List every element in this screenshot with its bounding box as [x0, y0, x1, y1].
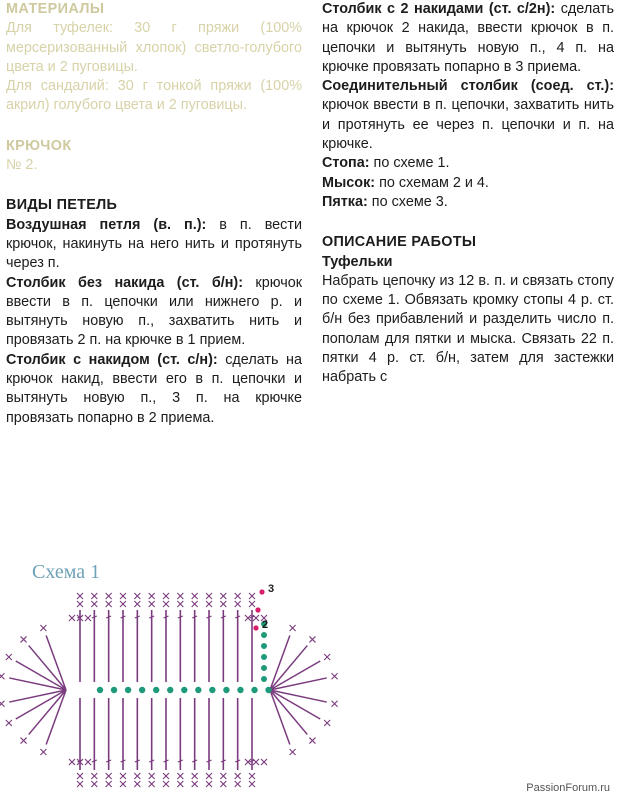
chain-stitch-dot: [223, 687, 229, 693]
stitch-definition: [322, 154, 614, 173]
chain-stitch-dot: [97, 687, 103, 693]
chain-stitch-dot: [251, 687, 257, 693]
stitch-term: Столбик с накидом (ст. с/н):: [6, 351, 218, 368]
stitch-term: Стопа:: [322, 155, 370, 172]
stitch-text: по схеме 1.: [369, 155, 450, 172]
start-marker: [253, 625, 258, 630]
fan-stitch-symbol: [46, 690, 66, 745]
left-column: [6, 0, 302, 428]
stitches-heading: ВИДЫ ПЕТЕЛЬ: [6, 197, 118, 214]
scheme-row-label: 3: [268, 583, 275, 595]
stitch-text: по схемам 2 и 4.: [375, 174, 489, 191]
stitch-term: Соединительный столбик (соед. ст.):: [322, 78, 614, 95]
fan-stitch-symbol: [16, 690, 66, 719]
chain-stitch-dot: [125, 687, 131, 693]
fan-stitch-symbol: [270, 690, 320, 719]
chain-stitch-dot: [237, 687, 243, 693]
hook-value: № 2.: [6, 157, 38, 174]
chain-stitch-dot: [261, 676, 267, 682]
chain-stitch-dot: [261, 665, 267, 671]
description-subheading: Туфельки: [322, 253, 393, 270]
stitch-text: по схеме 3.: [367, 193, 448, 210]
stitch-definition: [6, 351, 302, 428]
fan-stitch-symbol: [270, 635, 290, 690]
right-column: [322, 0, 614, 388]
chain-stitch-dot: [167, 687, 173, 693]
materials-heading: МАТЕРИАЛЫ: [6, 1, 105, 17]
chain-stitch-dot: [139, 687, 145, 693]
description-text: Набрать цепочку из 12 в. п. и связать стопу по схеме 1. Обвязать кромку стопы 4 р. ст. б/н без прибавлений и разделить число п. пополам для пятки и мыска. Связать 22 п. пятки 4 р. ст. б/н, затем для застежки набрать с: [322, 272, 614, 386]
chain-stitch-dot: [111, 687, 117, 693]
chain-stitch-dot: [261, 643, 267, 649]
stitch-text: крючок ввести в п. цепочки или нижнего р. и вытянуть новую п., захватить нить и провязать 2 п. на крючке в 1 прием.: [6, 274, 302, 349]
stitch-text: сделать на крючок 2 накида, ввести крючок в п. цепочки и вытянуть новую п., 4 п. на крючке провязать попарно в 3 приема.: [322, 1, 614, 75]
chain-stitch-dot: [181, 687, 187, 693]
chain-stitch-dot: [261, 654, 267, 660]
start-marker: [259, 589, 264, 594]
stitch-definition: [322, 174, 614, 193]
chain-stitch-dot: [195, 687, 201, 693]
stitch-text: крючок ввести в п. цепочки, захватить нить и протянуть ее через п. цепочки и п. на крючке.: [322, 97, 614, 153]
start-marker: [255, 607, 260, 612]
stitch-definition: [6, 216, 302, 274]
fan-stitch-symbol: [16, 661, 66, 690]
chain-stitch-dot: [261, 632, 267, 638]
scheme-row-label: 2: [262, 619, 269, 631]
stitch-term: Столбик с 2 накидами (ст. с/2н):: [322, 1, 556, 17]
scheme-title: Схема 1: [32, 561, 101, 583]
description-heading: ОПИСАНИЕ РАБОТЫ: [322, 234, 477, 251]
stitch-term: Мысок:: [322, 174, 376, 191]
materials-sandals: Для сандалий: 30 г тонкой пряжи (100% акрил) голубого цвета и 2 пуговицы.: [6, 78, 302, 114]
stitch-term: Столбик без накида (ст. б/н):: [6, 274, 243, 291]
stitch-definition: [322, 193, 614, 212]
stitch-text: в п. вести крючок, накинуть на него нить и протянуть через п.: [6, 216, 302, 272]
crochet-scheme-diagram: [0, 570, 380, 798]
chain-stitch-dot: [153, 687, 159, 693]
stitch-term: Пятка:: [322, 193, 368, 210]
chain-stitch-dot: [209, 687, 215, 693]
fan-stitch-symbol: [270, 690, 290, 745]
stitch-term: Воздушная петля (в. п.):: [6, 216, 207, 233]
fan-stitch-symbol: [270, 661, 320, 690]
stitch-definition: [322, 0, 614, 77]
stitch-definition: [322, 77, 614, 154]
hook-heading: КРЮЧОК: [6, 137, 72, 154]
materials-slippers: Для туфелек: 30 г пряжи (100% мерсеризованный хлопок) светло-голубого цвета и 2 пуговицы.: [6, 20, 302, 75]
stitch-definition: [6, 274, 302, 351]
fan-stitch-symbol: [46, 635, 66, 690]
watermark: PassionForum.ru: [526, 782, 610, 794]
stitch-text: сделать на крючок накид, ввести его в п. цепочки и вытянуть новую п., 3 п. на крючке провязать попарно в 2 приема.: [6, 351, 302, 426]
chain-stitch-dot: [265, 687, 271, 693]
